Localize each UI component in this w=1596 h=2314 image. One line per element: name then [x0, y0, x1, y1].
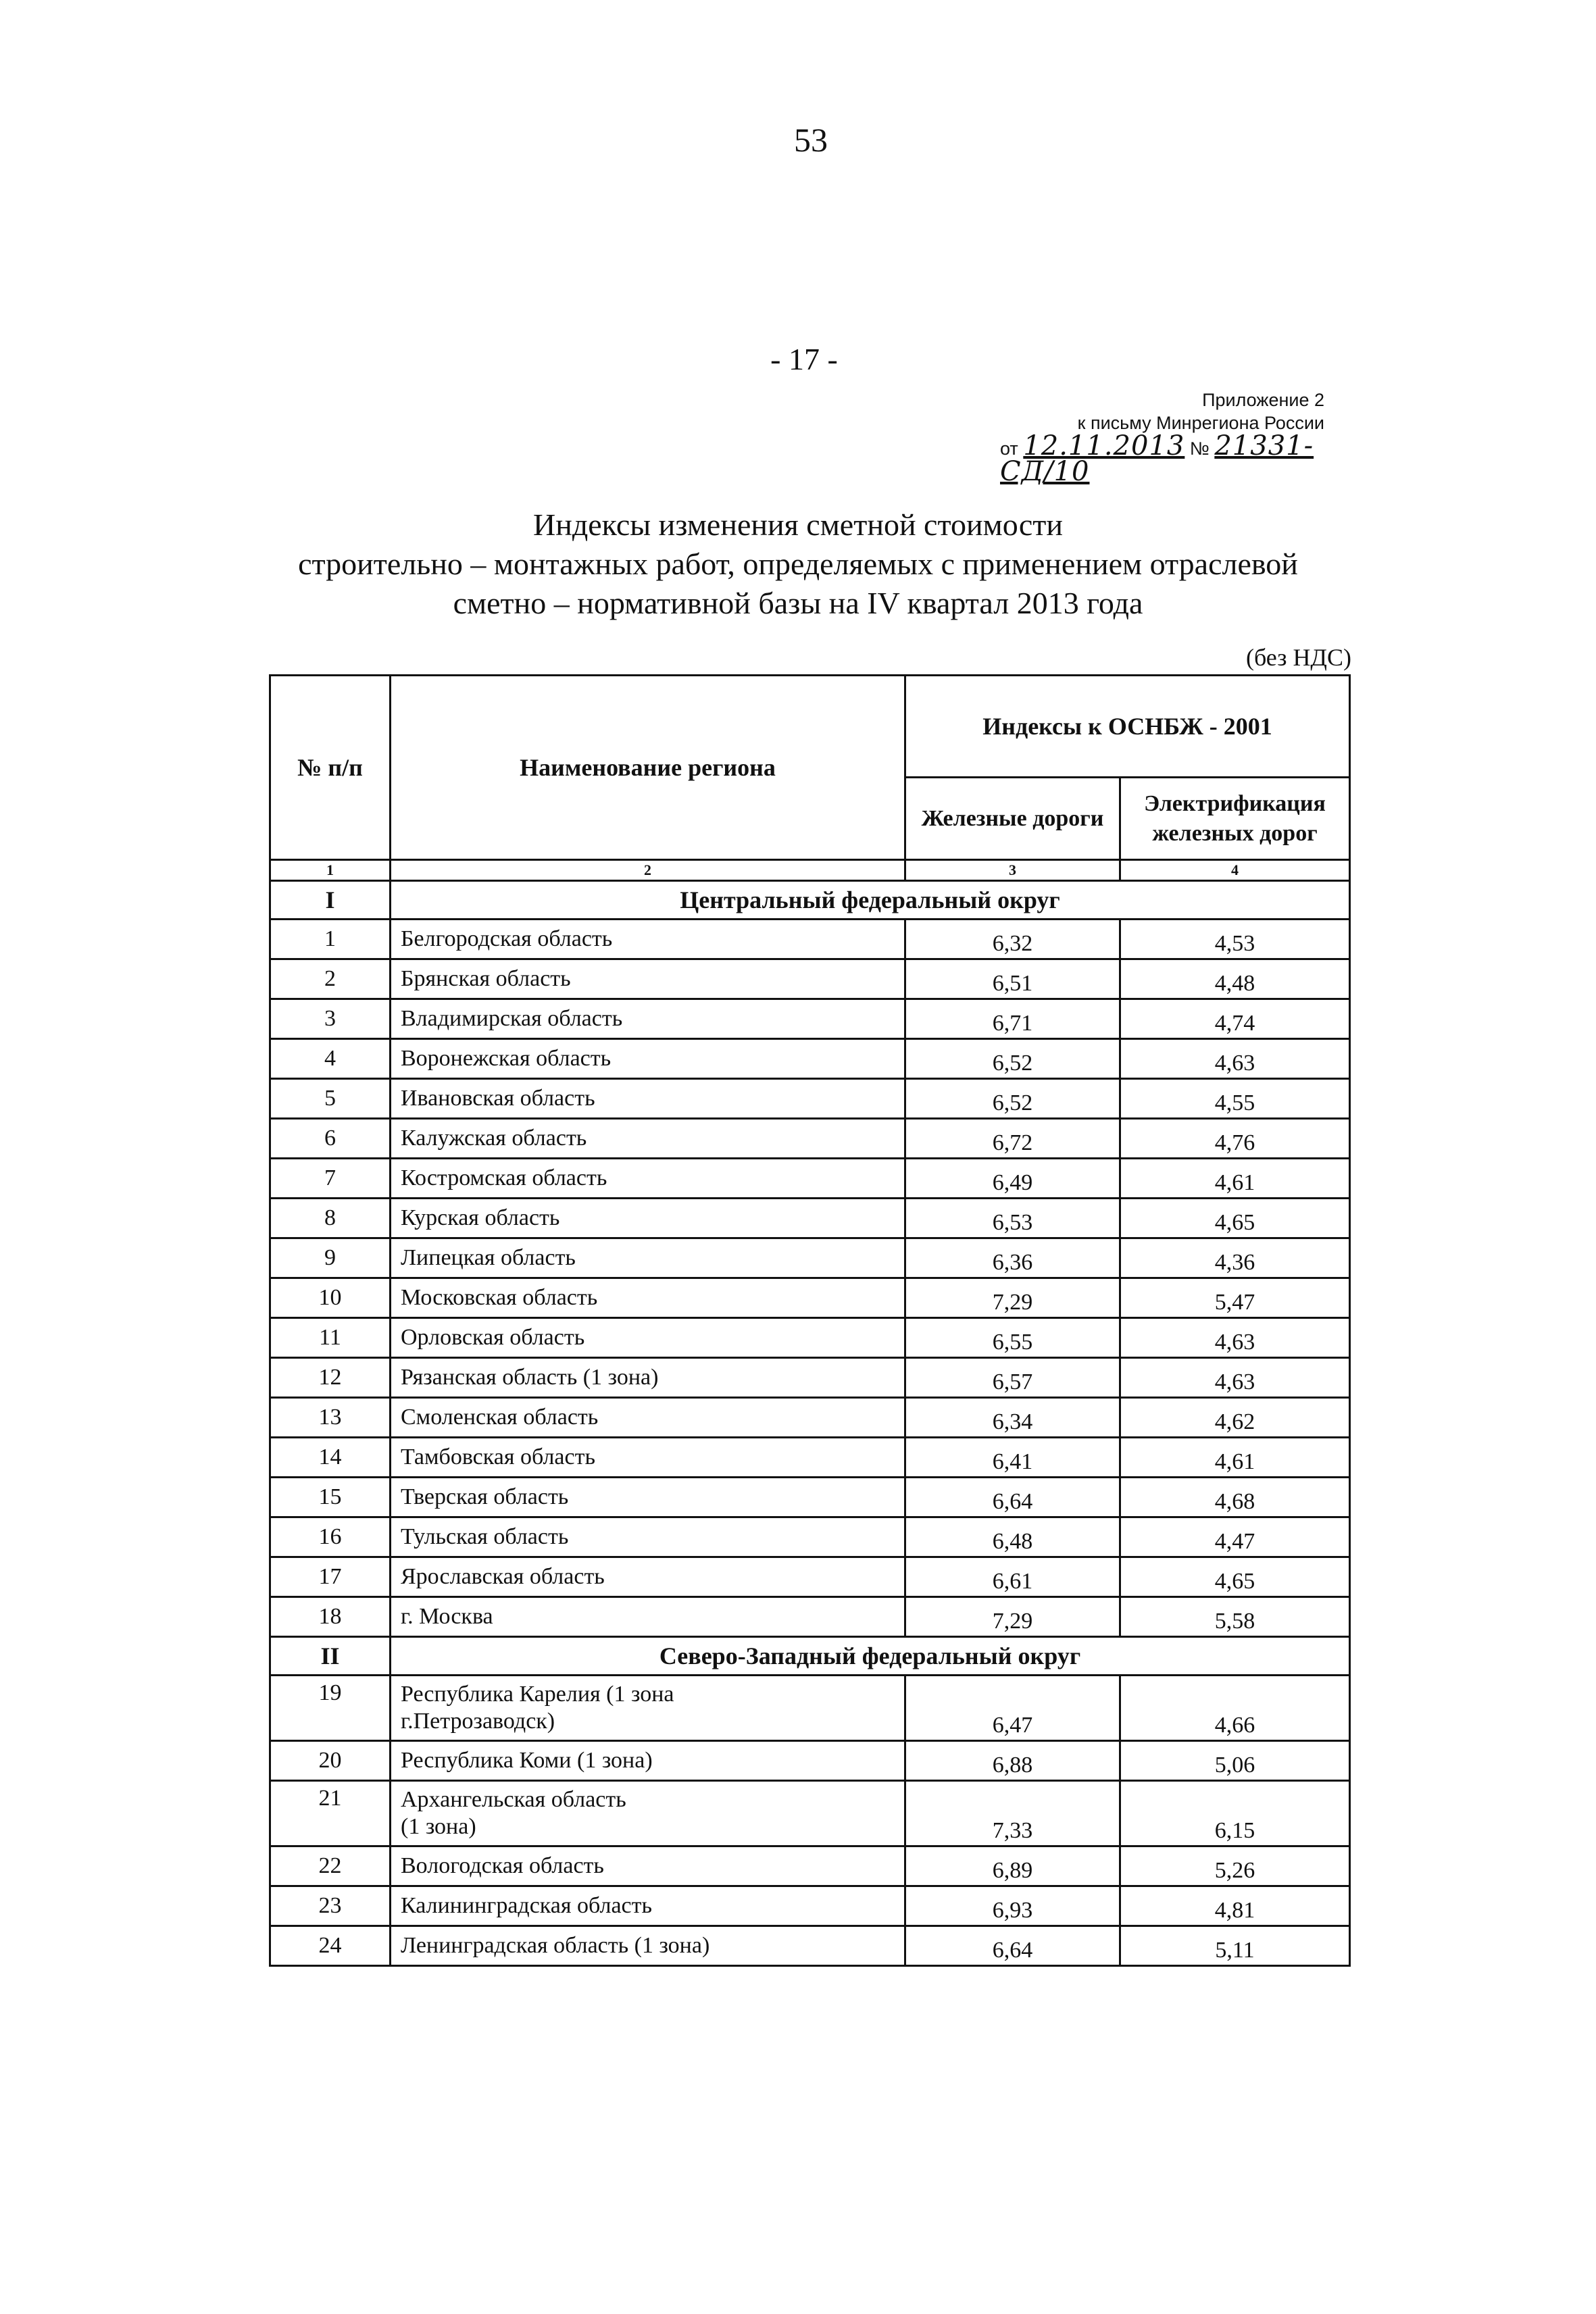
section-row: [270, 1637, 1350, 1676]
electrification-index: 4,63: [1120, 1318, 1350, 1358]
railway-index: 6,34: [905, 1398, 1120, 1438]
railway-index: 7,29: [905, 1597, 1120, 1637]
region-name: Белгородская область: [391, 920, 905, 959]
section-roman: II: [270, 1637, 391, 1676]
region-name: Ярославская область: [391, 1557, 905, 1597]
railway-index: 6,72: [905, 1119, 1120, 1159]
region-name-line-1: Республика Карелия (1 зона: [401, 1682, 674, 1707]
row-number: 16: [270, 1517, 391, 1557]
page-number: 53: [794, 121, 828, 159]
electrification-index: 5,06: [1120, 1741, 1350, 1781]
railway-index: 6,49: [905, 1159, 1120, 1199]
table-row: [270, 1438, 1350, 1478]
row-number: 19: [270, 1676, 391, 1741]
row-number: 24: [270, 1926, 391, 1966]
index-table: [269, 674, 1351, 1967]
header-electrification: Электрификация железных дорог: [1120, 778, 1350, 860]
electrification-index: 5,26: [1120, 1846, 1350, 1886]
region-name-line-2: (1 зона): [401, 1814, 476, 1839]
railway-index: 6,57: [905, 1358, 1120, 1398]
header-region: Наименование региона: [391, 676, 905, 860]
electrification-index: 4,63: [1120, 1039, 1350, 1079]
table-row: [270, 1886, 1350, 1926]
row-number: 12: [270, 1358, 391, 1398]
table-row: [270, 1781, 1350, 1846]
table-row: [270, 1846, 1350, 1886]
region-name: Тверская область: [391, 1478, 905, 1517]
electrification-index: 4,65: [1120, 1199, 1350, 1238]
table-row: [270, 1159, 1350, 1199]
railway-index: 6,52: [905, 1079, 1120, 1119]
railway-index: 6,47: [905, 1676, 1120, 1741]
row-number: 7: [270, 1159, 391, 1199]
region-name: Тамбовская область: [391, 1438, 905, 1478]
row-number: 11: [270, 1318, 391, 1358]
annex-date: 12.11.2013: [1023, 430, 1185, 461]
row-number: 20: [270, 1741, 391, 1781]
electrification-index: 4,55: [1120, 1079, 1350, 1119]
table-row: [270, 1119, 1350, 1159]
vat-note: (без НДС): [1245, 644, 1351, 671]
electrification-index: 4,61: [1120, 1438, 1350, 1478]
railway-index: 7,29: [905, 1278, 1120, 1318]
railway-index: 6,32: [905, 920, 1120, 959]
row-number: 15: [270, 1478, 391, 1517]
railway-index: 6,48: [905, 1517, 1120, 1557]
electrification-index: 4,47: [1120, 1517, 1350, 1557]
railway-index: 6,64: [905, 1478, 1120, 1517]
header-number: № п/п: [270, 676, 391, 860]
annex-reference: [973, 430, 1324, 487]
table-row: [270, 1278, 1350, 1318]
electrification-index: 4,63: [1120, 1358, 1350, 1398]
railway-index: 6,55: [905, 1318, 1120, 1358]
region-name: Владимирская область: [391, 999, 905, 1039]
railway-index: 6,93: [905, 1886, 1120, 1926]
region-name-line-1: Архангельская область: [401, 1787, 626, 1812]
table-row: [270, 959, 1350, 999]
row-number: 9: [270, 1238, 391, 1278]
railway-index: 6,88: [905, 1741, 1120, 1781]
column-number-3: 3: [905, 860, 1120, 881]
annex-from-prefix: от: [1000, 438, 1018, 459]
electrification-index: 4,61: [1120, 1159, 1350, 1199]
electrification-index: 6,15: [1120, 1781, 1350, 1846]
table-row: [270, 1398, 1350, 1438]
row-number: 4: [270, 1039, 391, 1079]
region-name: Тульская область: [391, 1517, 905, 1557]
row-number: 1: [270, 920, 391, 959]
region-name: Рязанская область (1 зона): [391, 1358, 905, 1398]
row-number: 18: [270, 1597, 391, 1637]
table-row: [270, 1926, 1350, 1966]
annex-number: 21331-СД/10: [1000, 430, 1314, 487]
railway-index: 6,52: [905, 1039, 1120, 1079]
region-name: Республика Коми (1 зона): [391, 1741, 905, 1781]
row-number: 23: [270, 1886, 391, 1926]
section-name: Северо-Западный федеральный округ: [391, 1637, 1350, 1676]
column-number-2: 2: [391, 860, 905, 881]
header-railways: Железные дороги: [905, 778, 1120, 860]
table-row: [270, 1199, 1350, 1238]
column-number-4: 4: [1120, 860, 1350, 881]
electrification-index: 4,62: [1120, 1398, 1350, 1438]
table-row: [270, 1597, 1350, 1637]
row-number: 10: [270, 1278, 391, 1318]
electrification-index: 4,74: [1120, 999, 1350, 1039]
region-name: Московская область: [391, 1278, 905, 1318]
row-number: 2: [270, 959, 391, 999]
row-number: 5: [270, 1079, 391, 1119]
annex-block: [973, 388, 1324, 486]
annex-number-label: №: [1189, 438, 1210, 459]
railway-index: 6,36: [905, 1238, 1120, 1278]
section-roman: I: [270, 881, 391, 920]
electrification-index: 4,36: [1120, 1238, 1350, 1278]
region-name: [391, 1781, 905, 1846]
railway-index: 7,33: [905, 1781, 1120, 1846]
railway-index: 6,51: [905, 959, 1120, 999]
railway-index: 6,71: [905, 999, 1120, 1039]
electrification-index: 4,66: [1120, 1676, 1350, 1741]
row-number: 17: [270, 1557, 391, 1597]
region-name: Ивановская область: [391, 1079, 905, 1119]
railway-index: 6,89: [905, 1846, 1120, 1886]
section-name: Центральный федеральный округ: [391, 881, 1350, 920]
row-number: 22: [270, 1846, 391, 1886]
electrification-index: 5,47: [1120, 1278, 1350, 1318]
electrification-index: 4,81: [1120, 1886, 1350, 1926]
region-name: [391, 1676, 905, 1741]
row-number: 3: [270, 999, 391, 1039]
table-row: [270, 1039, 1350, 1079]
table-row: [270, 999, 1350, 1039]
region-name: г. Москва: [391, 1597, 905, 1637]
electrification-index: 5,11: [1120, 1926, 1350, 1966]
row-number: 21: [270, 1781, 391, 1846]
railway-index: 6,64: [905, 1926, 1120, 1966]
annex-line-1: Приложение 2: [1202, 390, 1324, 410]
railway-index: 6,53: [905, 1199, 1120, 1238]
table-row: [270, 1676, 1350, 1741]
electrification-index: 4,53: [1120, 920, 1350, 959]
header-index-group: Индексы к ОСНБЖ - 2001: [905, 676, 1350, 778]
electrification-index: 4,76: [1120, 1119, 1350, 1159]
annex-line-2: к письму Минрегиона России: [1077, 413, 1324, 433]
region-name: Орловская область: [391, 1318, 905, 1358]
railway-index: 6,41: [905, 1438, 1120, 1478]
electrification-index: 4,65: [1120, 1557, 1350, 1597]
region-name: Смоленская область: [391, 1398, 905, 1438]
sub-page-number: - 17 -: [770, 342, 838, 376]
region-name: Курская область: [391, 1199, 905, 1238]
title-line-3: сметно – нормативной базы на IV квартал 2013 года: [453, 586, 1143, 620]
region-name: Ленинградская область (1 зона): [391, 1926, 905, 1966]
column-number-1: 1: [270, 860, 391, 881]
document-title: [203, 505, 1393, 623]
region-name: Вологодская область: [391, 1846, 905, 1886]
row-number: 13: [270, 1398, 391, 1438]
electrification-index: 4,48: [1120, 959, 1350, 999]
row-number: 6: [270, 1119, 391, 1159]
region-name: Калининградская область: [391, 1886, 905, 1926]
electrification-index: 5,58: [1120, 1597, 1350, 1637]
table-row: [270, 1517, 1350, 1557]
table-row: [270, 1358, 1350, 1398]
title-line-2: строительно – монтажных работ, определяемых с применением отраслевой: [298, 547, 1298, 581]
table-row: [270, 1318, 1350, 1358]
table-row: [270, 1079, 1350, 1119]
table-row: [270, 1478, 1350, 1517]
row-number: 8: [270, 1199, 391, 1238]
table-row: [270, 1741, 1350, 1781]
title-line-1: Индексы изменения сметной стоимости: [533, 507, 1063, 542]
row-number: 14: [270, 1438, 391, 1478]
region-name: Воронежская область: [391, 1039, 905, 1079]
table-row: [270, 1238, 1350, 1278]
electrification-index: 4,68: [1120, 1478, 1350, 1517]
section-row: [270, 881, 1350, 920]
table-row: [270, 1557, 1350, 1597]
region-name: Костромская область: [391, 1159, 905, 1199]
region-name: Брянская область: [391, 959, 905, 999]
region-name: Калужская область: [391, 1119, 905, 1159]
railway-index: 6,61: [905, 1557, 1120, 1597]
table-row: [270, 920, 1350, 959]
region-name: Липецкая область: [391, 1238, 905, 1278]
region-name-line-2: г.Петрозаводск): [401, 1709, 555, 1734]
